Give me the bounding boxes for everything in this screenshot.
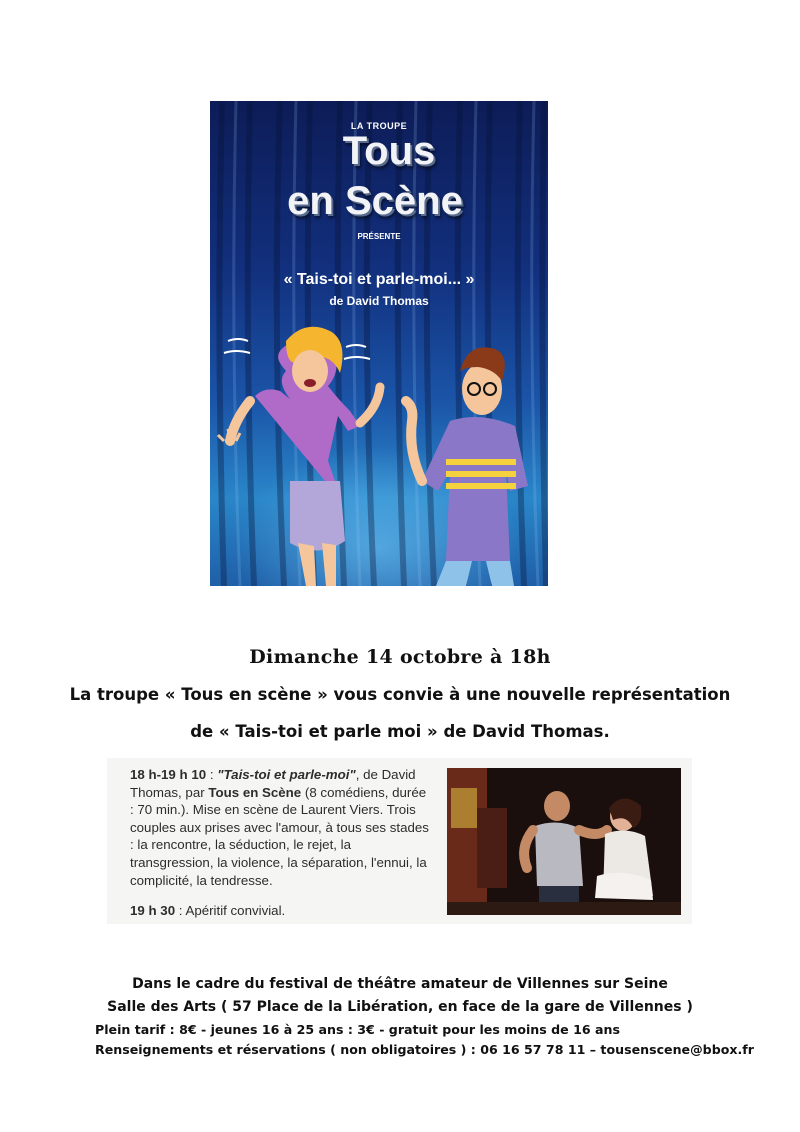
cartoon-couple-illustration [210, 311, 548, 586]
venue-info: Salle des Arts ( 57 Place de la Libération, en face de la gare de Villennes ) [107, 999, 693, 1015]
scene-photo [447, 768, 681, 915]
poster-title-line2: en Scène [287, 179, 463, 223]
poster-title-line1: Tous [342, 129, 436, 173]
program-clipping [107, 758, 692, 924]
program-time-1: 18 h-19 h 10 [130, 767, 207, 782]
woman-figure [218, 327, 380, 586]
pricing-info: Plein tarif : 8€ - jeunes 16 à 25 ans : 3€ - gratuit pour les moins de 16 ans [95, 1022, 620, 1037]
program-aperitif-text: Apéritif convivial. [185, 903, 286, 918]
event-date: Dimanche 14 octobre à 18h [249, 646, 551, 668]
contact-info: Renseignements et réservations ( non obligatoires ) : 06 16 57 78 11 – tousenscene@bbox.fr [95, 1042, 754, 1057]
invitation-line-2: de « Tais-toi et parle moi » de David Thomas. [190, 722, 610, 741]
play-author: de David Thomas [329, 294, 429, 308]
program-sep-1: : [206, 767, 218, 782]
program-time-2: 19 h 30 [130, 903, 176, 918]
festival-info: Dans le cadre du festival de théâtre amateur de Villennes sur Seine [132, 976, 668, 992]
troupe-label: LA TROUPE [350, 121, 408, 131]
show-poster [210, 101, 548, 586]
program-details: (8 comédiens, durée : 70 min.). Mise en scène de Laurent Viers. Trois couples aux prises avec l'amour, à tous ses stades : la rencontre, la séduction, le rejet, la transgression, la violence, la séparation, l'ennui, la complicité, la tendresse. [130, 784, 429, 888]
presente-label: PRÉSENTE [357, 232, 401, 241]
man-figure [406, 347, 528, 586]
program-play-title: "Tais-toi et parle-moi" [217, 767, 356, 782]
program-by: , de David Thomas, par [130, 767, 416, 800]
invitation-line-1: La troupe « Tous en scène » vous convie à une nouvelle représentation [69, 685, 731, 704]
program-description [130, 766, 430, 889]
program-troupe: Tous en Scène [208, 784, 302, 800]
play-title: « Tais-toi et parle-moi... » [283, 271, 475, 288]
program-sep-2: : [175, 903, 186, 918]
program-aperitif [130, 903, 285, 918]
